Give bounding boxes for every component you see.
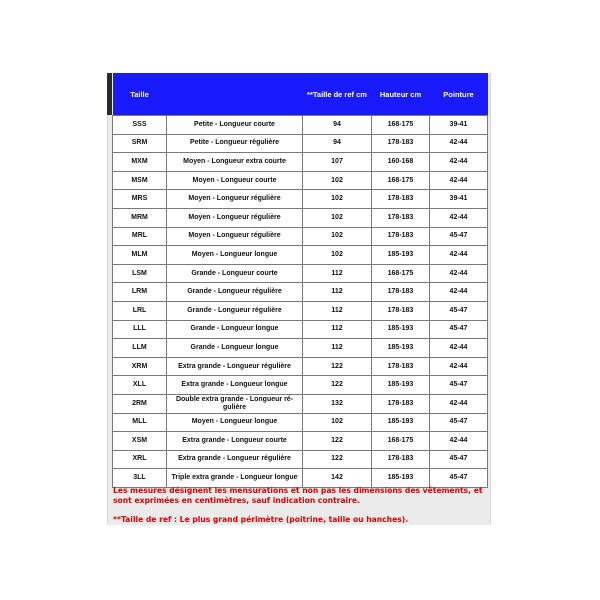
table-row — [113, 469, 488, 488]
cell-shoe-size: 45-47 — [430, 450, 488, 469]
cell-shoe-size: 42-44 — [430, 339, 488, 358]
cell-description: Grande - Longueur régulière — [167, 283, 303, 302]
cell-description: Grande - Longueur courte — [167, 264, 303, 283]
header-ref-size: **Taille de ref cm — [303, 73, 372, 116]
ref-size-note: **Taille de ref : Le plus grand périmètre (poitrine, taille ou hanches). — [113, 515, 409, 524]
cell-ref-size: 112 — [303, 301, 372, 320]
cell-description: Moyen - Longueur longue — [167, 246, 303, 265]
table-row — [113, 283, 488, 302]
cell-shoe-size: 45-47 — [430, 227, 488, 246]
table-row — [113, 264, 488, 283]
cell-shoe-size: 42-44 — [430, 208, 488, 227]
header-height: Hauteur cm — [372, 73, 430, 116]
cell-description: Grande - Longueur longue — [167, 339, 303, 358]
cell-shoe-size: 42-44 — [430, 394, 488, 413]
cell-size: MRL — [113, 227, 167, 246]
cell-description: Moyen - Longueur régulière — [167, 227, 303, 246]
cell-ref-size: 122 — [303, 450, 372, 469]
cell-description: Moyen - Longueur extra courte — [167, 153, 303, 172]
cell-ref-size: 112 — [303, 339, 372, 358]
cell-shoe-size: 45-47 — [430, 320, 488, 339]
cell-description: Extra grande - Longueur régulière — [167, 450, 303, 469]
cell-description: Moyen - Longueur régulière — [167, 208, 303, 227]
cell-ref-size: 112 — [303, 264, 372, 283]
table-row — [113, 432, 488, 451]
cell-shoe-size: 45-47 — [430, 301, 488, 320]
table-row — [113, 190, 488, 209]
table-body — [113, 116, 488, 488]
table-row — [113, 134, 488, 153]
cell-ref-size: 122 — [303, 432, 372, 451]
cell-ref-size: 142 — [303, 469, 372, 488]
cell-shoe-size: 39-41 — [430, 116, 488, 135]
cell-height: 178-183 — [372, 134, 430, 153]
table-row — [113, 153, 488, 172]
cell-size: LLL — [113, 320, 167, 339]
header-shoe-size: Pointure — [430, 73, 488, 116]
cell-height: 178-183 — [372, 301, 430, 320]
cell-description: Moyen - Longueur courte — [167, 171, 303, 190]
table-row — [113, 227, 488, 246]
cell-size: XLL — [113, 376, 167, 395]
cell-shoe-size: 42-44 — [430, 246, 488, 265]
cell-height: 185-193 — [372, 376, 430, 395]
cell-ref-size: 94 — [303, 134, 372, 153]
table-row — [113, 413, 488, 432]
cell-size: XRL — [113, 450, 167, 469]
notes — [113, 486, 487, 525]
cell-size: 2RM — [113, 394, 167, 413]
table-header-row — [113, 73, 488, 116]
size-chart-table — [112, 73, 488, 488]
cell-shoe-size: 42-44 — [430, 432, 488, 451]
cell-size: MLL — [113, 413, 167, 432]
cell-ref-size: 102 — [303, 413, 372, 432]
cell-height: 178-183 — [372, 190, 430, 209]
cell-height: 168-175 — [372, 264, 430, 283]
table-row — [113, 376, 488, 395]
cell-height: 185-193 — [372, 246, 430, 265]
cell-ref-size: 102 — [303, 208, 372, 227]
cell-shoe-size: 42-44 — [430, 283, 488, 302]
cell-size: MLM — [113, 246, 167, 265]
cell-height: 185-193 — [372, 413, 430, 432]
cell-size: MRM — [113, 208, 167, 227]
cell-ref-size: 102 — [303, 246, 372, 265]
cell-shoe-size: 45-47 — [430, 413, 488, 432]
cell-size: LLM — [113, 339, 167, 358]
cell-shoe-size: 42-44 — [430, 153, 488, 172]
table-row — [113, 450, 488, 469]
cell-description: Grande - Longueur régulière — [167, 301, 303, 320]
cell-height: 168-175 — [372, 171, 430, 190]
cell-shoe-size: 45-47 — [430, 469, 488, 488]
cell-ref-size: 107 — [303, 153, 372, 172]
cell-ref-size: 112 — [303, 283, 372, 302]
cell-height: 168-175 — [372, 116, 430, 135]
cell-height: 178-183 — [372, 357, 430, 376]
cell-shoe-size: 42-44 — [430, 264, 488, 283]
table-row — [113, 320, 488, 339]
cell-size: LSM — [113, 264, 167, 283]
cell-size: XSM — [113, 432, 167, 451]
table-row — [113, 339, 488, 358]
cell-size: MXM — [113, 153, 167, 172]
cell-description: Moyen - Longueur longue — [167, 413, 303, 432]
measurements-note: Les mesures désignent les mensurations et non pas les dimensions des vêtements, et sont exprimées en centimètres, sauf indication contraire. — [113, 486, 483, 505]
cell-shoe-size: 39-41 — [430, 190, 488, 209]
header-description — [167, 73, 303, 116]
cell-size: MRS — [113, 190, 167, 209]
cell-height: 178-183 — [372, 283, 430, 302]
cell-description: Moyen - Longueur régulière — [167, 190, 303, 209]
cell-description: Double extra grande - Longueur ré-gulière — [167, 394, 303, 413]
cell-ref-size: 122 — [303, 357, 372, 376]
cell-description: Extra grande - Longueur longue — [167, 376, 303, 395]
cell-size: SRM — [113, 134, 167, 153]
cell-description: Triple extra grande - Longueur longue — [167, 469, 303, 488]
cell-size: 3LL — [113, 469, 167, 488]
table-row — [113, 171, 488, 190]
cell-ref-size: 122 — [303, 376, 372, 395]
table-row — [113, 208, 488, 227]
cell-description: Petite - Longueur courte — [167, 116, 303, 135]
cell-height: 178-183 — [372, 227, 430, 246]
cell-ref-size: 132 — [303, 394, 372, 413]
cell-size: XRM — [113, 357, 167, 376]
cell-shoe-size: 42-44 — [430, 171, 488, 190]
table-row — [113, 301, 488, 320]
cell-shoe-size: 45-47 — [430, 376, 488, 395]
cell-size: MSM — [113, 171, 167, 190]
cell-ref-size: 102 — [303, 227, 372, 246]
cell-height: 185-193 — [372, 320, 430, 339]
cell-ref-size: 102 — [303, 190, 372, 209]
table-row — [113, 394, 488, 413]
cell-description: Petite - Longueur régulière — [167, 134, 303, 153]
cell-size: SSS — [113, 116, 167, 135]
table-row — [113, 116, 488, 135]
table-row — [113, 357, 488, 376]
cell-ref-size: 94 — [303, 116, 372, 135]
cell-description: Grande - Longueur longue — [167, 320, 303, 339]
cell-height: 185-193 — [372, 339, 430, 358]
cell-size: LRM — [113, 283, 167, 302]
cell-height: 178-183 — [372, 394, 430, 413]
table-row — [113, 246, 488, 265]
cell-height: 178-183 — [372, 208, 430, 227]
cell-shoe-size: 42-44 — [430, 357, 488, 376]
cell-height: 185-193 — [372, 469, 430, 488]
cell-ref-size: 102 — [303, 171, 372, 190]
cell-height: 168-175 — [372, 432, 430, 451]
cell-description: Extra grande - Longueur courte — [167, 432, 303, 451]
cell-height: 178-183 — [372, 450, 430, 469]
cell-shoe-size: 42-44 — [430, 134, 488, 153]
header-size: Taille — [113, 73, 167, 116]
cell-description: Extra grande - Longueur régulière — [167, 357, 303, 376]
cell-size: LRL — [113, 301, 167, 320]
cell-height: 160-168 — [372, 153, 430, 172]
cell-ref-size: 112 — [303, 320, 372, 339]
